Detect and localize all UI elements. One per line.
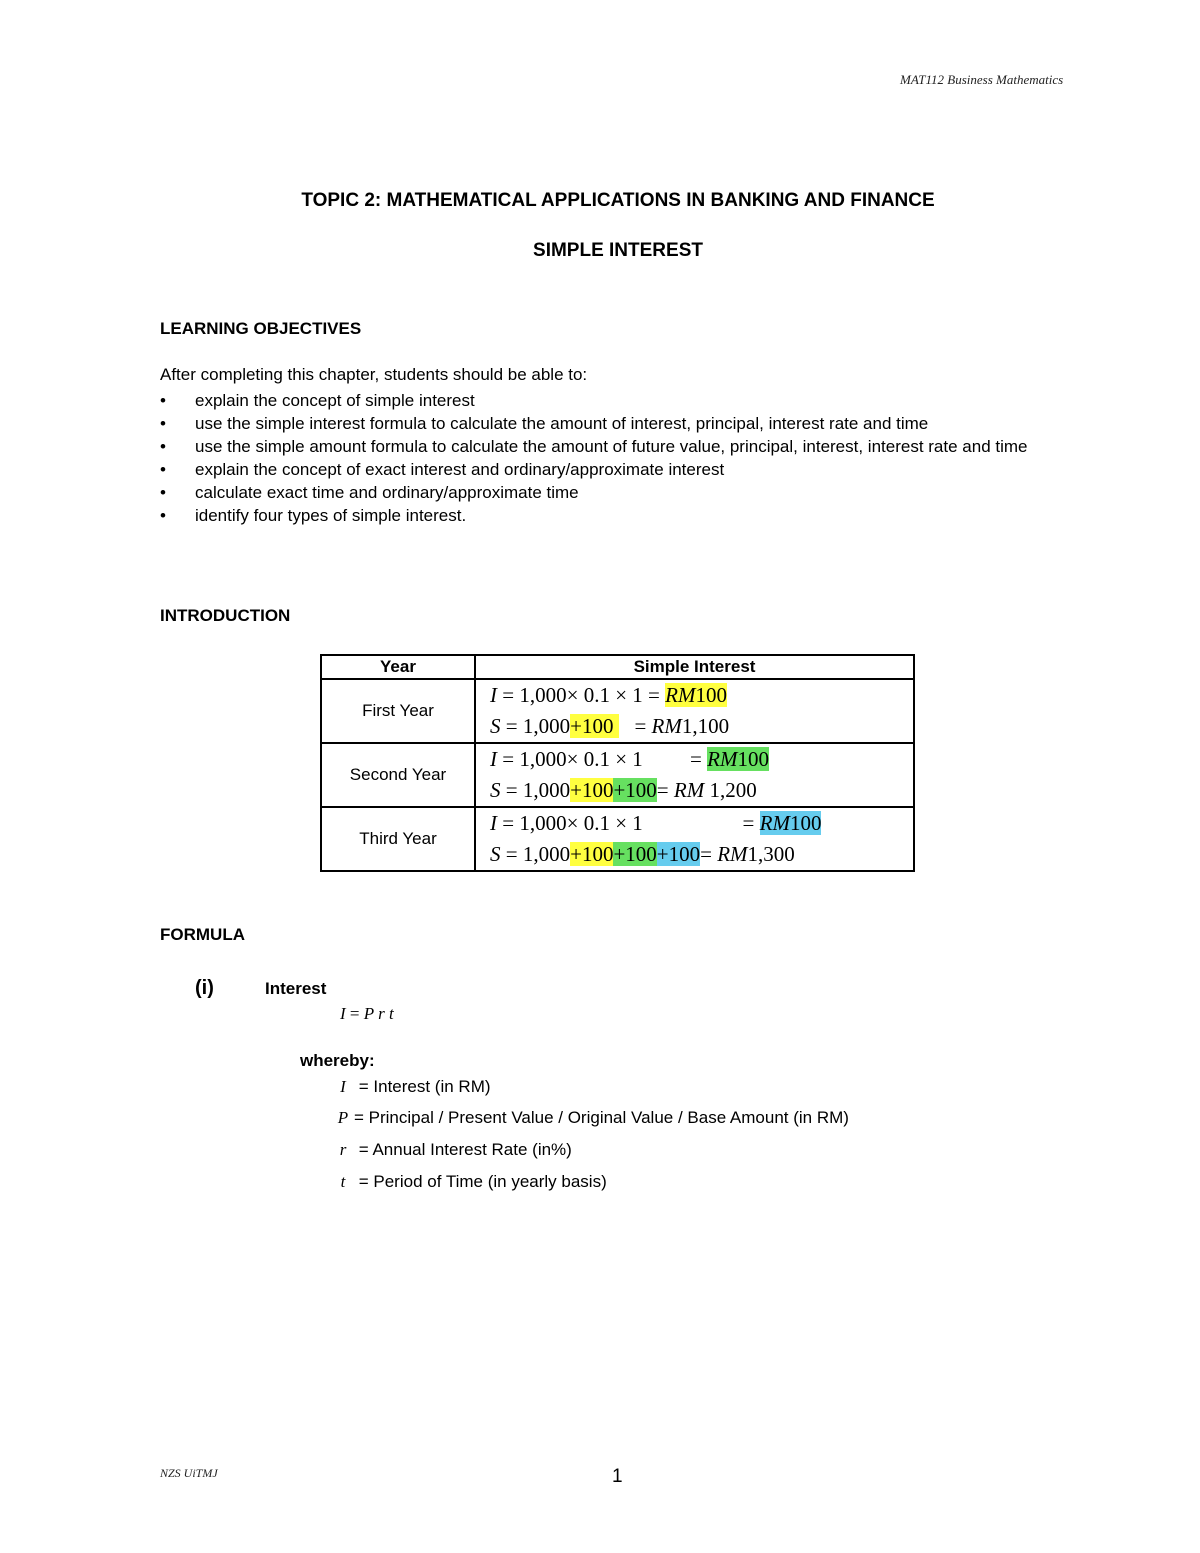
definition-item: P = Principal / Present Value / Original Value / Base Amount (in RM)	[337, 1108, 849, 1127]
formula-number: (i)	[195, 977, 214, 999]
interest-cell	[475, 743, 914, 807]
interest-cell	[475, 807, 914, 871]
page-number: 1	[612, 1466, 623, 1487]
list-item: • identify four types of simple interest.	[160, 506, 467, 525]
list-item: • explain the concept of exact interest and ordinary/approximate interest	[160, 460, 725, 479]
running-header: MAT112 Business Mathematics	[900, 72, 1064, 87]
bullet-icon: •	[160, 437, 166, 456]
interest-formula: I = P r t	[340, 1004, 394, 1023]
interest-equation: I = 1,000× 0.1 × 1 = RM100	[490, 747, 769, 771]
list-item: • explain the concept of simple interest	[160, 391, 475, 410]
section-title: SIMPLE INTEREST	[533, 240, 703, 261]
definition-item: I = Interest (in RM)	[340, 1077, 491, 1096]
simple-interest-table	[320, 654, 915, 872]
definition-item: r = Annual Interest Rate (in%)	[339, 1140, 572, 1159]
topic-title: TOPIC 2: MATHEMATICAL APPLICATIONS IN BANKING AND FINANCE	[301, 190, 935, 211]
column-header-year: Year	[321, 655, 475, 679]
bullet-icon: •	[160, 460, 166, 479]
definition-item: t = Period of Time (in yearly basis)	[340, 1172, 607, 1191]
amount-equation: S = 1,000+100 = RM1,100	[490, 714, 730, 738]
bullet-icon: •	[160, 483, 166, 502]
objectives-intro: After completing this chapter, students should be able to:	[160, 365, 588, 384]
year-cell: Second Year	[321, 743, 475, 807]
objectives-list	[160, 389, 1085, 527]
list-item: • use the simple interest formula to calculate the amount of interest, principal, interest rate and time	[160, 414, 929, 433]
formula-heading: FORMULA	[160, 925, 245, 944]
list-item: • calculate exact time and ordinary/approximate time	[160, 483, 579, 502]
interest-equation: I = 1,000× 0.1 × 1 = RM100	[490, 683, 727, 707]
bullet-icon: •	[160, 414, 166, 433]
whereby-label: whereby:	[300, 1051, 375, 1070]
interest-equation: I = 1,000× 0.1 × 1 = RM100	[490, 811, 822, 835]
interest-cell	[475, 679, 914, 743]
list-item: • use the simple amount formula to calculate the amount of future value, principal, interest, interest rate and time	[160, 437, 1028, 456]
introduction-heading: INTRODUCTION	[160, 606, 291, 625]
table-row	[321, 807, 914, 871]
year-cell: First Year	[321, 679, 475, 743]
table-row	[321, 743, 914, 807]
objectives-heading: LEARNING OBJECTIVES	[160, 319, 362, 338]
column-header-simple-interest: Simple Interest	[475, 655, 914, 679]
footer-author: NZS UiTMJ	[160, 1466, 218, 1480]
formula-name: Interest	[265, 979, 327, 998]
year-cell: Third Year	[321, 807, 475, 871]
table-header-row	[321, 655, 914, 679]
amount-equation: S = 1,000+100+100= RM 1,200	[490, 778, 757, 802]
table-row	[321, 679, 914, 743]
bullet-icon: •	[160, 391, 166, 410]
bullet-icon: •	[160, 506, 166, 525]
amount-equation: S = 1,000+100+100+100= RM1,300	[490, 842, 795, 866]
